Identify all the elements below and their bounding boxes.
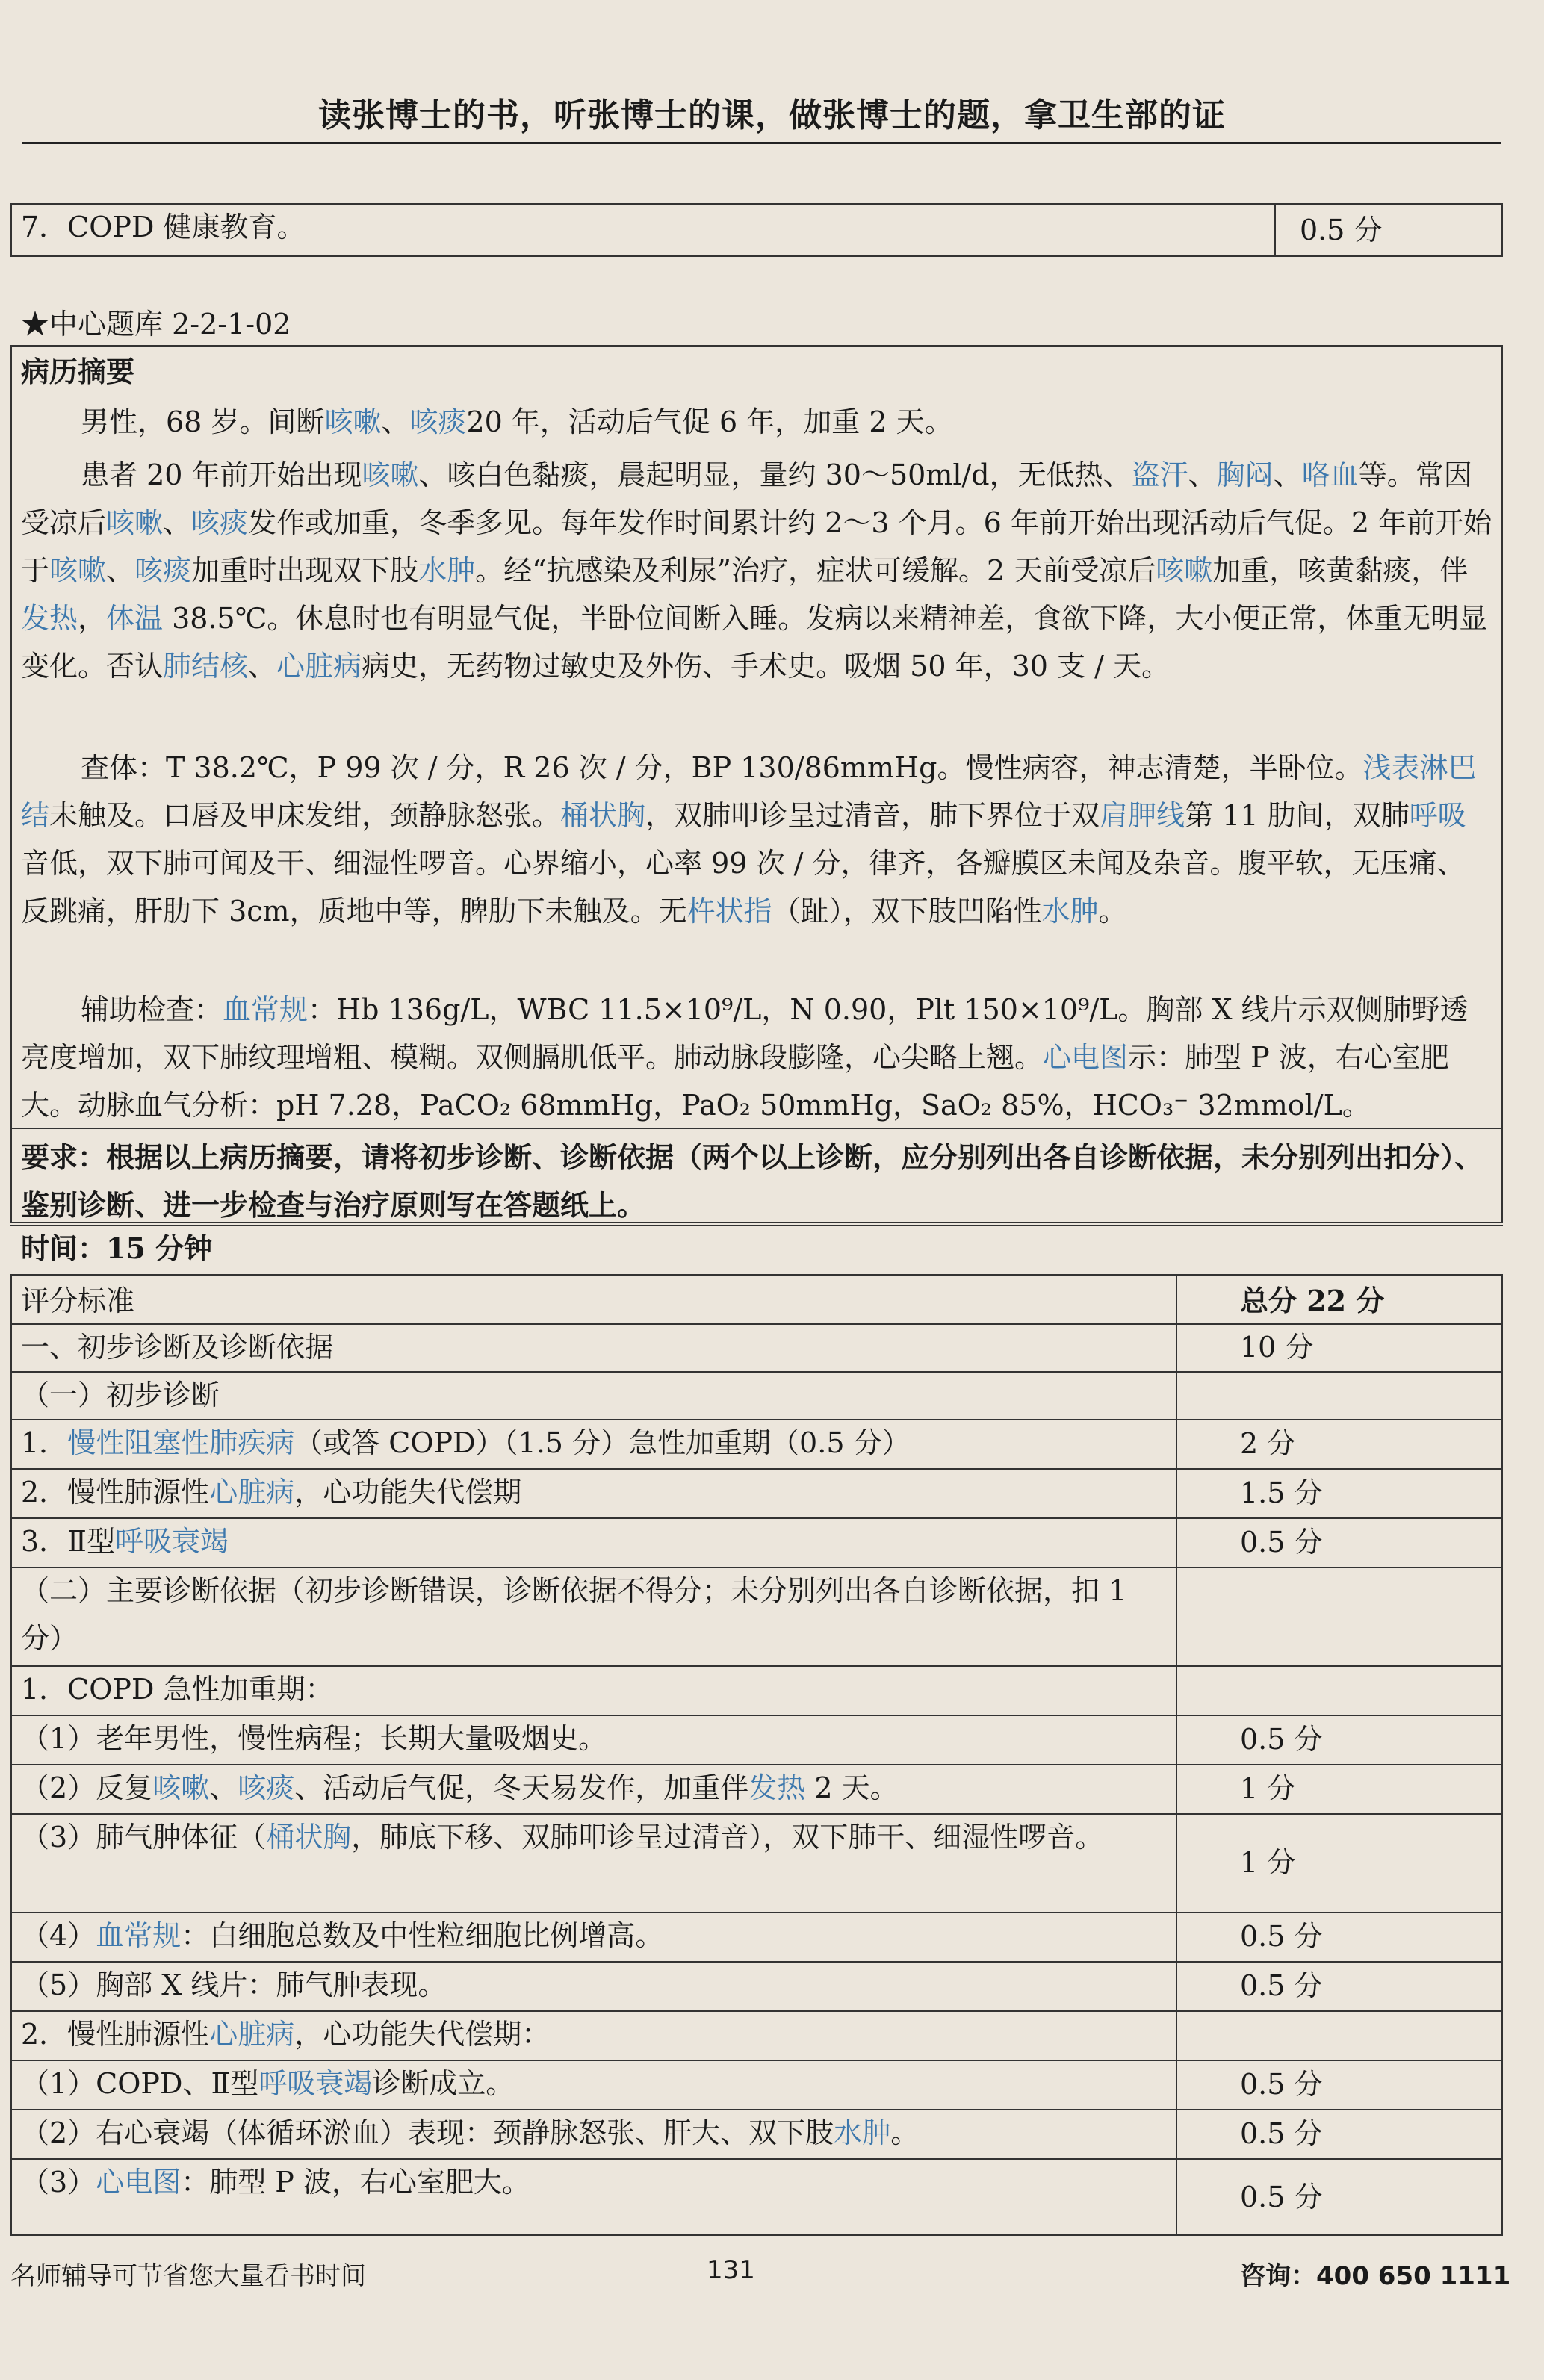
footer-contact: 咨询：400 650 1111 — [1240, 2261, 1511, 2291]
page-number: 131 — [707, 2255, 755, 2285]
text-run: 示：肺型 P 波，右心室肥大。动脉血气分析：pH 7.28，PaCO₂ 68mmHg，PaO₂ 50mmHg，SaO₂ 85%，HCO₃⁻ 32mmol/L。 — [21, 1041, 1449, 1122]
text-run: （5）胸部 X 线片：肺气肿表现。 — [21, 1969, 447, 2001]
requirement-text: 要求：根据以上病历摘要，请将初步诊断、诊断依据（两个以上诊断，应分别列出各自诊断依据，未分别列出扣分）、鉴别诊断、进一步检查与治疗原则写在答题纸上。 — [21, 1140, 1483, 1222]
case-id: ★中心题库 2-2-1-02 — [21, 308, 291, 341]
medical-term: 肩胛线 — [1100, 799, 1185, 832]
grading-row-score: 0.5 分 — [1240, 2181, 1323, 2213]
grading-row-score: 0.5 分 — [1240, 1526, 1323, 1559]
text-run: 发作或加重，冬季多见。每年发作时间累计约 2～3 个月。6 年前开始出现活动后气促。2 年前开始于 — [21, 506, 1492, 587]
text-run: 2．慢性肺源性 — [21, 2018, 210, 2051]
grading-row-score: 0.5 分 — [1240, 1723, 1323, 1756]
medical-term: 心脏病 — [276, 650, 362, 683]
text-run: 等。常因受凉后 — [21, 459, 1472, 539]
text-run: 加重，咳黄黏痰，伴 — [1212, 554, 1469, 587]
grading-row-text — [21, 1371, 1164, 1419]
medical-term: 桶状胸 — [560, 799, 646, 832]
time-limit: 时间：15 分钟 — [21, 1231, 213, 1265]
text-run: 2 天。 — [805, 1771, 899, 1804]
text-run: （3）肺气肿体征（ — [21, 1821, 267, 1854]
grading-row-score: 0.5 分 — [1240, 1920, 1323, 1953]
grading-row-score: 0.5 分 — [1240, 2117, 1323, 2150]
text-run: ，心功能失代偿期： — [294, 2018, 551, 2051]
text-run: ：肺型 P 波，右心室肥大。 — [181, 2166, 530, 2199]
text-run: 、 — [209, 1771, 238, 1804]
text-run: ，肺底下移、双肺叩诊呈过清音），双下肺干、细湿性啰音。 — [351, 1821, 1104, 1854]
text-run: 、 — [381, 406, 410, 438]
grading-row-text — [21, 2109, 1164, 2157]
medical-term: 血常规 — [96, 1919, 182, 1952]
medical-term: 杵状指 — [686, 895, 772, 928]
text-run: （2）右心衰竭（体循环淤血）表现：颈静脉怒张、肝大、双下肢 — [21, 2116, 834, 2149]
top-row-divider — [1274, 203, 1276, 257]
medical-term: 呼吸衰竭 — [258, 2067, 373, 2100]
medical-term: 咳嗽 — [106, 506, 164, 539]
text-run: 第 11 肋间，双肺 — [1185, 799, 1410, 832]
text-run: 查体：T 38.2℃，P 99 次 / 分，R 26 次 / 分，BP 130/86mmHg。慢性病容，神志清楚，半卧位。 — [81, 751, 1363, 784]
grading-row-text — [21, 1323, 1164, 1371]
medical-term: 咳痰 — [238, 1771, 295, 1804]
grading-row-text — [21, 1419, 1164, 1467]
text-run: 1．COPD 急性加重期： — [21, 1673, 334, 1706]
medical-term: 盗汗 — [1131, 459, 1188, 491]
text-run: 、 — [248, 650, 277, 683]
grading-row-text — [21, 1961, 1164, 2009]
text-run: ，心功能失代偿期 — [294, 1476, 522, 1509]
text-run: 38.5℃。休息时也有明显气促，半卧位间断入睡。发病以来精神差，食欲下降，大小便正常，体重无明显变化。否认 — [21, 602, 1488, 683]
medical-term: 咳痰 — [134, 554, 192, 587]
text-run: 未触及。口唇及甲床发绀，颈静脉怒张。 — [49, 799, 561, 832]
grading-row-score: 0.5 分 — [1240, 2068, 1323, 2101]
medical-term: 桶状胸 — [266, 1821, 352, 1854]
text-run: （1）老年男性，慢性病程；长期大量吸烟史。 — [21, 1722, 607, 1755]
grading-row-score: 1 分 — [1240, 1846, 1296, 1879]
exam-paragraph — [21, 744, 1492, 935]
text-run: 2．慢性肺源性 — [21, 1476, 210, 1509]
medical-term: 咯血 — [1301, 459, 1359, 491]
grading-row-text — [21, 2158, 1164, 2206]
grading-row-text — [21, 1912, 1164, 1960]
grading-row-score: 1.5 分 — [1240, 1476, 1323, 1509]
medical-term: 肺结核 — [163, 650, 249, 683]
text-run: 。 — [1098, 895, 1127, 928]
text-run: 、 — [106, 554, 135, 587]
medical-term: 心脏病 — [209, 1476, 295, 1509]
text-run: （趾），双下肢凹陷性 — [772, 895, 1042, 928]
text-run: 诊断成立。 — [372, 2067, 515, 2100]
text-run: 患者 20 年前开始出现 — [81, 459, 362, 491]
medical-term: 心电图 — [96, 2166, 182, 2199]
medical-term: 心电图 — [1043, 1041, 1129, 1074]
medical-term: 浅表淋巴结 — [21, 751, 1477, 832]
text-run: 、 — [1188, 459, 1217, 491]
text-run: 、活动后气促，冬天易发作，加重伴 — [294, 1771, 749, 1804]
text-run: ：Hb 136g/L，WBC 11.5×10⁹/L，N 0.90，Plt 150×10⁹/L。胸部 X 线片示双侧肺野透亮度增加，双下肺纹理增粗、模糊。双侧膈肌低平。肺动脉段膨隆，心尖略上翘。 — [21, 993, 1469, 1074]
grading-row-text — [21, 1715, 1164, 1762]
history-paragraph-2 — [21, 451, 1492, 690]
text-run: 1． — [21, 1426, 68, 1459]
medical-term: 咳嗽 — [152, 1771, 210, 1804]
text-run: 3．Ⅱ型 — [21, 1525, 116, 1558]
grading-row-score: 1 分 — [1240, 1772, 1296, 1805]
medical-term: 水肿 — [834, 2116, 891, 2149]
text-run: 。经“抗感染及利尿”治疗，症状可缓解。2 天前受凉后 — [475, 554, 1156, 587]
text-run: （或答 COPD）（1.5 分）急性加重期（0.5 分） — [294, 1426, 911, 1459]
grading-row-text — [21, 2010, 1164, 2058]
text-run: ，双肺叩诊呈过清音，肺下界位于双 — [645, 799, 1100, 832]
grading-row-text — [21, 1665, 1164, 1713]
page-header-title: 读张博士的书，听张博士的课，做张博士的题，拿卫生部的证 — [318, 96, 1226, 134]
grading-row-text — [21, 1517, 1164, 1565]
footer-left: 名师辅导可节省您大量看书时间 — [10, 2261, 366, 2291]
text-run: 音低，双下肺可闻及干、细湿性啰音。心界缩小，心率 99 次 / 分，律齐，各瓣膜区未闻及杂音。腹平软，无压痛、反跳痛，肝肋下 3cm，质地中等，脾肋下未触及。无 — [21, 847, 1466, 928]
text-run: 一、初步诊断及诊断依据 — [21, 1331, 334, 1364]
text-run: 男性，68 岁。间断 — [81, 406, 325, 438]
divider — [10, 1128, 1503, 1129]
text-run: 、 — [163, 506, 192, 539]
medical-term: 慢性阻塞性肺疾病 — [67, 1426, 295, 1459]
medical-term: 水肿 — [1041, 895, 1099, 928]
grading-row-score: 0.5 分 — [1240, 1969, 1323, 2002]
text-run: 。 — [890, 2116, 920, 2149]
text-run: 病史，无药物过敏史及外伤、手术史。吸烟 50 年，30 支 / 天。 — [362, 650, 1170, 683]
text-run: 加重时出现双下肢 — [191, 554, 419, 587]
text-run: 、咳白色黏痰，晨起明显，量约 30～50ml/d，无低热、 — [418, 459, 1132, 491]
lab-paragraph — [21, 986, 1492, 1129]
summary-heading: 病历摘要 — [21, 355, 135, 388]
divider — [10, 1225, 1503, 1226]
medical-term: 咳痰 — [191, 506, 249, 539]
medical-term: 呼吸衰竭 — [115, 1525, 229, 1558]
medical-term: 心脏病 — [209, 2018, 295, 2051]
grading-row-text — [21, 1813, 1164, 1861]
grading-total-score: 总分 22 分 — [1240, 1284, 1385, 1317]
text-run: （3） — [21, 2166, 96, 2199]
text-run: ， — [78, 602, 107, 635]
grading-row-text — [21, 2060, 1164, 2107]
text-run: 辅助检查： — [81, 993, 223, 1026]
history-paragraph-1 — [21, 398, 1492, 446]
medical-term: 发热 — [748, 1771, 806, 1804]
medical-term: 水肿 — [418, 554, 476, 587]
text-run: （二）主要诊断依据（初步诊断错误，诊断依据不得分；未分别列出各自诊断依据，扣 1 分） — [21, 1574, 1127, 1655]
medical-term: 咳痰 — [409, 406, 467, 438]
medical-term: 咳嗽 — [49, 554, 107, 587]
grading-header-label: 评分标准 — [21, 1284, 135, 1317]
grading-row-text — [21, 1567, 1164, 1662]
text-run: （2）反复 — [21, 1771, 153, 1804]
text-run: （一）初步诊断 — [21, 1379, 220, 1411]
medical-term: 咳嗽 — [1156, 554, 1213, 587]
text-run: 20 年，活动后气促 6 年，加重 2 天。 — [466, 406, 953, 438]
grading-row-score: 10 分 — [1240, 1331, 1314, 1364]
top-row-label: 7．COPD 健康教育。 — [21, 211, 306, 243]
medical-term: 胸闷 — [1216, 459, 1274, 491]
grading-row-text — [21, 1468, 1164, 1516]
medical-term: 咳嗽 — [362, 459, 419, 491]
grading-row-text — [21, 1764, 1164, 1812]
grading-row-score: 2 分 — [1240, 1427, 1296, 1460]
text-run: （4） — [21, 1919, 96, 1952]
text-run: （1）COPD、Ⅱ型 — [21, 2067, 259, 2100]
header-rule — [22, 142, 1501, 144]
medical-term: 呼吸 — [1409, 799, 1466, 832]
medical-term: 咳嗽 — [324, 406, 382, 438]
top-row-score: 0.5 分 — [1300, 214, 1383, 246]
medical-term: 血常规 — [223, 993, 309, 1026]
medical-term: 体温 — [106, 602, 164, 635]
text-run: ：白细胞总数及中性粒细胞比例增高。 — [181, 1919, 664, 1952]
medical-term: 发热 — [21, 602, 78, 635]
text-run: 、 — [1273, 459, 1302, 491]
